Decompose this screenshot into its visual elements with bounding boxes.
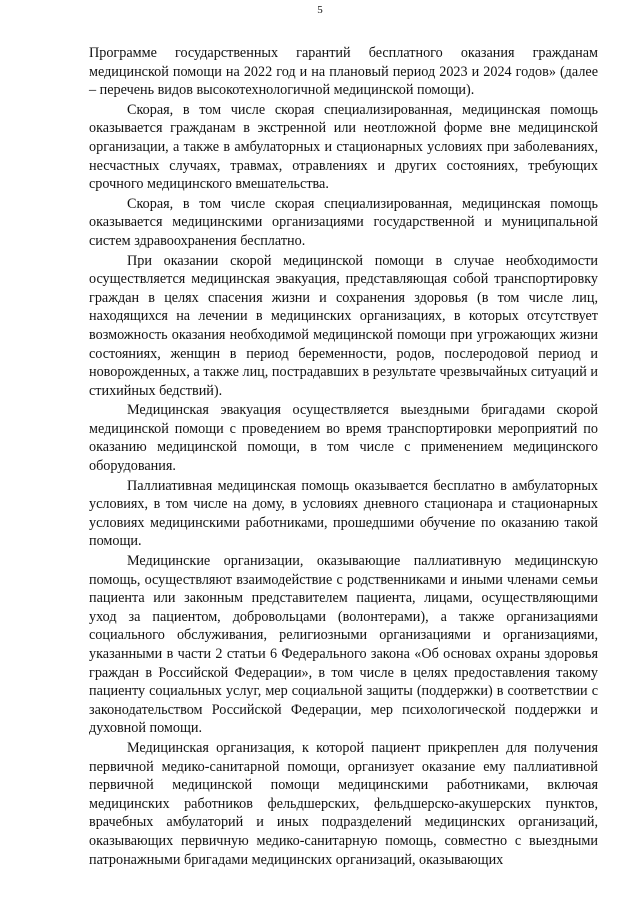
paragraph-2: Скорая, в том числе скорая специализированная, медицинская помощь оказывается гражданам в экстренной или неотложной форме вне медицинской организации, а также в амбулаторных и стационарных условиях при заболеваниях, несчастных случаях, травмах, отравлениях и других состояниях, требующих срочного медицинского вмешательства. [89,101,598,193]
page-number: 5 [317,4,323,16]
paragraph-6: Паллиативная медицинская помощь оказывается бесплатно в амбулаторных условиях, в том числе на дому, в условиях дневного стационара и стационарных условиях медицинскими работниками, прошедшими обучение по оказанию такой помощи. [89,477,598,550]
paragraph-3: Скорая, в том числе скорая специализированная, медицинская помощь оказывается медицинскими организациями государственной и муниципальной систем здравоохранения бесплатно. [89,195,598,249]
paragraph-4: При оказании скорой медицинской помощи в случае необходимости осуществляется медицинская эвакуация, представляющая собой транспортировку граждан в целях спасения жизни и сохранения здоровья (в том числе лиц, находящихся на лечении в медицинских организациях, в которых отсутствует возможность оказания необходимой медицинской помощи при угрожающих жизни состояниях, женщин в период беременности, родов, послеродовой период и новорожденных, а также лиц, пострадавших в результате чрезвычайных ситуаций и стихийных бедствий). [89,252,598,399]
paragraph-8: Медицинская организация, к которой пациент прикреплен для получения первичной медико-санитарной помощи, организует оказание ему паллиативной первичной медицинской помощи медицинскими работниками, включая медицинских работников фельдшерских, фельдшерско-акушерских пунктов, врачебных амбулаторий и иных подразделений медицинских организаций, оказывающих первичную медико-санитарную помощь, совместно с выездными патронажными бригадами медицинских организаций, оказывающих [89,739,598,868]
paragraph-7: Медицинские организации, оказывающие паллиативную медицинскую помощь, осуществляют взаимодействие с родственниками и иными членами семьи пациента или законным представителем пациента, лицами, осуществляющими уход за пациентом, добровольцами (волонтерами), а также организациями социального обслуживания, религиозными организациями и организациями, указанными в части 2 статьи 6 Федерального закона «Об основах охраны здоровья граждан в Российской Федерации», в том числе в целях предоставления такому пациенту социальных услуг, мер социальной защиты (поддержки) в соответствии с законодательством Российской Федерации, мер психологической поддержки и духовной помощи. [89,553,598,737]
document-body [89,44,598,870]
paragraph-5: Медицинская эвакуация осуществляется выездными бригадами скорой медицинской помощи с проведением во время транспортировки мероприятий по оказанию медицинской помощи, в том числе с применением медицинского оборудования. [89,402,598,475]
paragraph-1: Программе государственных гарантий бесплатного оказания гражданам медицинской помощи на 2022 год и на плановый период 2023 и 2024 годов» (далее – перечень видов высокотехнологичной медицинской помощи). [89,45,598,99]
